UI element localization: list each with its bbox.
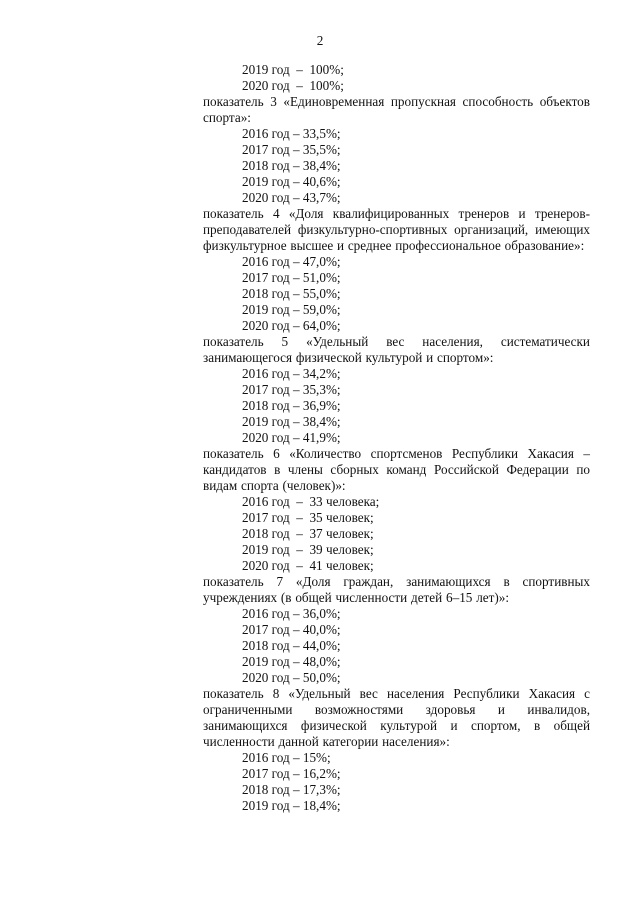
year-value-line: 2018 год – 37 человек;	[242, 526, 374, 541]
year-value-line: 2019 год – 100%;	[242, 62, 344, 77]
year-value-line: 2017 год – 35,3%;	[242, 382, 341, 397]
year-value-line: 2016 год – 33,5%;	[242, 126, 341, 141]
indicator-heading: показатель 8 «Удельный вес населения Республики Хакасия с ограниченными возможностями здоровья и инвалидов, занимающихся физической культурой и спортом, в общей численности данной категории населения»:	[203, 686, 590, 749]
year-value-line: 2020 год – 41 человек;	[242, 558, 374, 573]
indicator-heading: показатель 7 «Доля граждан, занимающихся в спортивных учреждениях (в общей численности детей 6–15 лет)»:	[203, 574, 590, 605]
page-number: 2	[316, 33, 324, 48]
year-value-line: 2020 год – 50,0%;	[242, 670, 341, 685]
year-value-line: 2016 год – 47,0%;	[242, 254, 341, 269]
year-value-line: 2016 год – 15%;	[242, 750, 331, 765]
year-value-line: 2016 год – 34,2%;	[242, 366, 341, 381]
year-value-line: 2019 год – 39 человек;	[242, 542, 374, 557]
year-value-line: 2019 год – 59,0%;	[242, 302, 341, 317]
indicator-heading: показатель 5 «Удельный вес населения, систематически занимающегося физической культурой и спортом»:	[203, 334, 590, 365]
year-value-line: 2017 год – 40,0%;	[242, 622, 341, 637]
year-value-line: 2016 год – 33 человека;	[242, 494, 380, 509]
year-value-line: 2020 год – 43,7%;	[242, 190, 341, 205]
year-value-line: 2018 год – 38,4%;	[242, 158, 341, 173]
year-value-line: 2019 год – 38,4%;	[242, 414, 341, 429]
indicator-heading: показатель 3 «Единовременная пропускная способность объектов спорта»:	[203, 94, 590, 125]
year-value-line: 2019 год – 48,0%;	[242, 654, 341, 669]
year-value-line: 2018 год – 55,0%;	[242, 286, 341, 301]
year-value-line: 2017 год – 51,0%;	[242, 270, 341, 285]
indicator-heading: показатель 6 «Количество спортсменов Республики Хакасия – кандидатов в члены сборных команд Российской Федерации по видам спорта (человек)»:	[203, 446, 590, 493]
year-value-line: 2017 год – 35 человек;	[242, 510, 374, 525]
year-value-line: 2020 год – 64,0%;	[242, 318, 341, 333]
year-value-line: 2019 год – 40,6%;	[242, 174, 341, 189]
year-value-line: 2018 год – 44,0%;	[242, 638, 341, 653]
year-value-line: 2020 год – 41,9%;	[242, 430, 341, 445]
indicator-list	[203, 62, 590, 814]
year-value-line: 2017 год – 35,5%;	[242, 142, 341, 157]
year-value-line: 2019 год – 18,4%;	[242, 798, 341, 813]
indicator-heading: показатель 4 «Доля квалифицированных тренеров и тренеров-преподавателей физкультурно-спортивных организаций, имеющих физкультурное высшее и среднее профессиональное образование»:	[203, 206, 590, 253]
year-value-line: 2017 год – 16,2%;	[242, 766, 341, 781]
year-value-line: 2018 год – 17,3%;	[242, 782, 341, 797]
year-value-line: 2016 год – 36,0%;	[242, 606, 341, 621]
year-value-line: 2020 год – 100%;	[242, 78, 344, 93]
year-value-line: 2018 год – 36,9%;	[242, 398, 341, 413]
